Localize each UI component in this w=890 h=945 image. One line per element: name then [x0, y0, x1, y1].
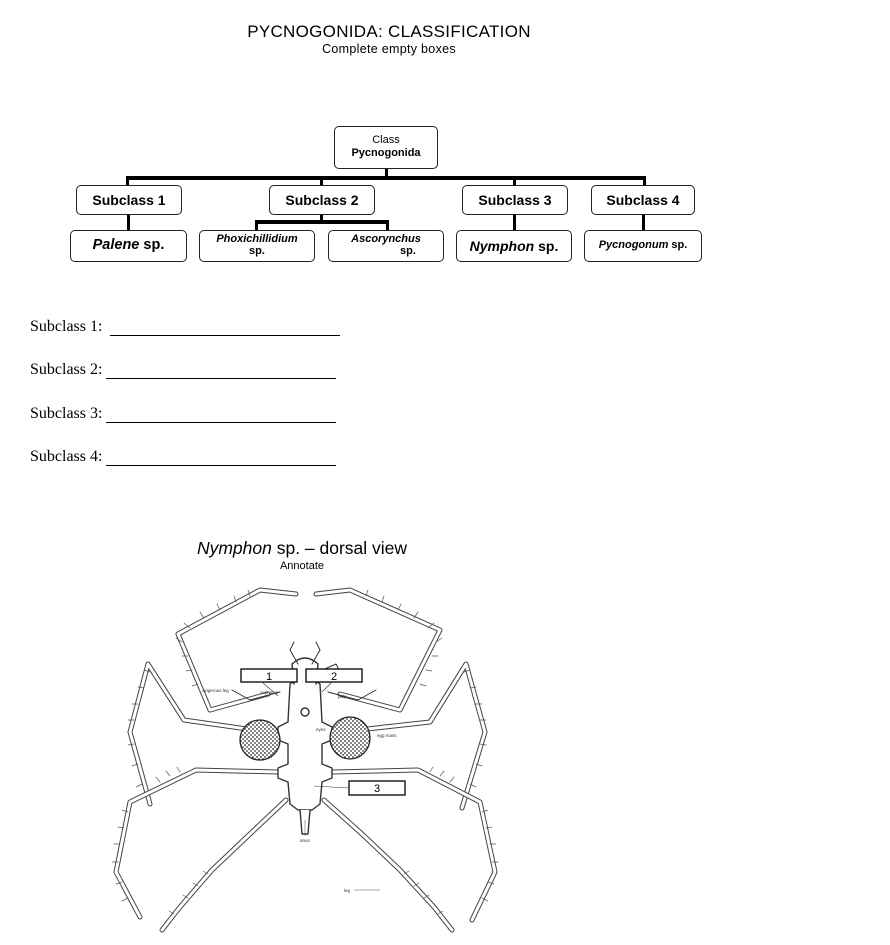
egg-mass-left — [240, 720, 280, 760]
sub3-stem — [513, 215, 516, 231]
answer-line-3[interactable] — [106, 406, 336, 423]
sub4-stem — [642, 215, 645, 231]
answer-row-2 — [30, 359, 336, 379]
label-egg-mass: egg mass — [377, 733, 397, 738]
answer-line-2[interactable] — [106, 362, 336, 379]
species-box-palene: Palene sp. — [70, 230, 187, 262]
answer-label-2: Subclass 2: — [30, 361, 103, 378]
answer-row-1 — [30, 316, 340, 336]
leg-left-3 — [116, 770, 278, 917]
leg-right-4 — [324, 800, 452, 930]
species-box-nymphon: Nymphon sp. — [456, 230, 572, 262]
species-box-pycnogonum: Pycnogonum sp. — [584, 230, 702, 262]
sub2-connector — [255, 220, 389, 224]
answer-row-4 — [30, 446, 336, 466]
answer-label-3: Subclass 3: — [30, 405, 103, 422]
label-anus: anus — [300, 838, 310, 843]
answer-line-1[interactable] — [110, 319, 340, 336]
answer-row-3 — [30, 403, 336, 423]
figure-instruction: Annotate — [279, 560, 325, 572]
leg-left-4 — [162, 800, 286, 930]
answer-label-1: Subclass 1: — [30, 318, 103, 335]
sub1-stem — [127, 215, 130, 231]
label-palp: palp — [338, 694, 347, 699]
subclass-box-1: Subclass 1 — [76, 185, 182, 215]
svg-text:2: 2 — [330, 671, 338, 683]
figure-title: Nymphon sp. – dorsal view — [196, 538, 408, 558]
classification-tree — [0, 0, 890, 300]
leg-right-1 — [316, 590, 440, 710]
species-box-ascorynchus: Ascorynchus sp. — [328, 230, 444, 262]
label-cephalon: cephalon — [260, 690, 279, 695]
class-rank: Class — [372, 134, 400, 147]
annotation-box-3[interactable] — [349, 781, 405, 795]
annotation-box-2[interactable] — [306, 669, 362, 683]
answer-line-4[interactable] — [106, 449, 336, 466]
label-ovigerous: ovigerous leg — [202, 688, 229, 693]
subclass-box-3: Subclass 3 — [462, 185, 568, 215]
nymphon-diagram — [100, 572, 510, 937]
subclass-box-4: Subclass 4 — [591, 185, 695, 215]
egg-mass-right — [330, 717, 370, 759]
species-box-phoxichillidium: Phoxichillidium sp. — [199, 230, 315, 262]
top-connector — [126, 176, 645, 180]
svg-text:1: 1 — [265, 671, 273, 683]
class-box — [334, 126, 438, 169]
subclass-box-2: Subclass 2 — [269, 185, 375, 215]
page-subtitle: Complete empty boxes — [322, 42, 456, 56]
svg-text:3: 3 — [373, 783, 381, 795]
answer-label-4: Subclass 4: — [30, 448, 103, 465]
class-name: Pycnogonida — [351, 147, 421, 159]
page-title: PYCNOGONIDA: CLASSIFICATION — [247, 22, 531, 41]
annotation-box-1[interactable] — [241, 669, 297, 683]
label-leg: leg — [344, 888, 351, 893]
label-eyes: eyes — [316, 727, 326, 732]
